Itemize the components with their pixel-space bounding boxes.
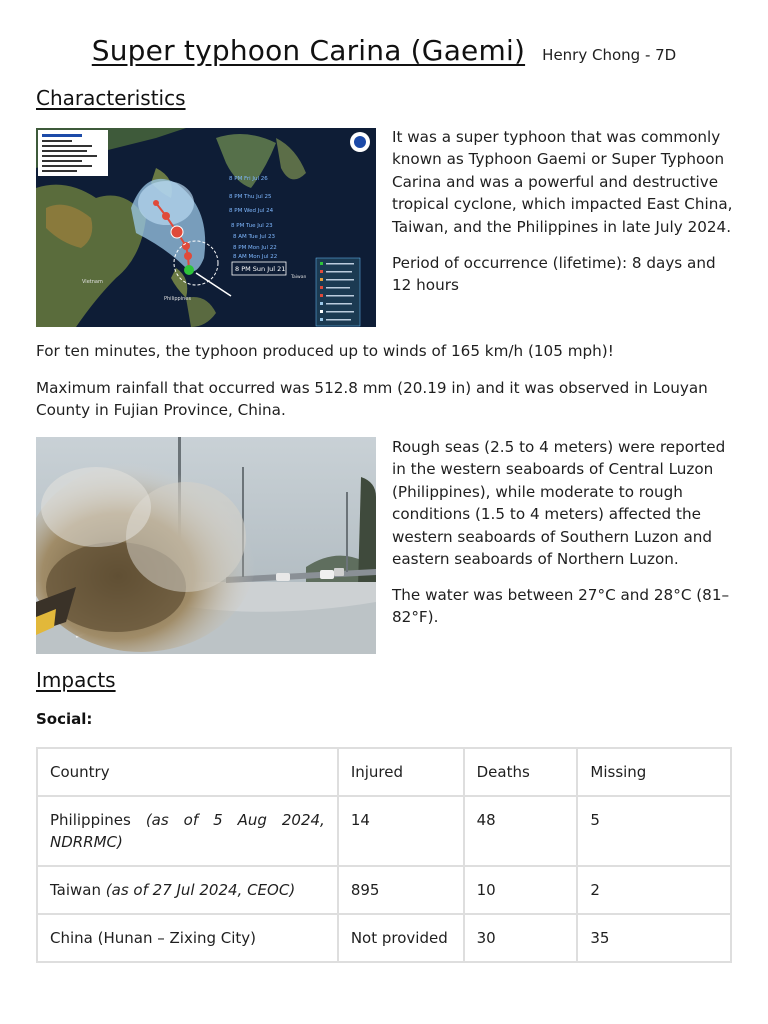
page-title: Super typhoon Carina (Gaemi) [91, 34, 526, 67]
deaths-cell: 30 [464, 914, 578, 962]
typhoon-track-map [36, 128, 376, 327]
title-row [0, 34, 768, 67]
country-cell [37, 796, 338, 866]
map-label: Vietnam [82, 279, 103, 285]
country-cell [37, 914, 338, 962]
storm-surge-photo [36, 437, 376, 654]
missing-cell: 5 [577, 796, 731, 866]
impacts-table [36, 747, 732, 963]
map-label: 8 PM Tue Jul 23 [231, 223, 273, 229]
impacts-heading: Impacts [36, 668, 116, 692]
map-label: 8 PM Fri Jul 26 [229, 176, 268, 182]
map-label: 8 PM Wed Jul 24 [229, 208, 274, 214]
table-header-cell: Deaths [464, 748, 578, 796]
injured-cell: Not provided [338, 914, 464, 962]
deaths-cell: 48 [464, 796, 578, 866]
winds-paragraph: For ten minutes, the typhoon produced up to winds of 165 km/h (105 mph)! [36, 342, 614, 360]
table-header-cell: Injured [338, 748, 464, 796]
country-name: Taiwan [50, 881, 102, 899]
intro-paragraph: It was a super typhoon that was commonly known as Typhoon Gaemi or Super Typhoon Carina and was a powerful and destructive tropical cyclone, which impacted East China, Taiwan, and the Philippines in late July 2024. [392, 128, 733, 236]
missing-cell: 35 [577, 914, 731, 962]
map-label: Taiwan [291, 275, 307, 280]
author-label: Henry Chong - 7D [542, 46, 677, 64]
country-name: China (Hunan – Zixing City) [50, 929, 257, 947]
map-label: 8 PM Mon Jul 22 [233, 245, 277, 251]
seas-paragraph: Rough seas (2.5 to 4 meters) were reported in the western seaboards of Central Luzon (Philippines), while moderate to rough conditions (1.5 to 4 meters) affected the western seaboards of Southern Luzon and eastern seaboards of Northern Luzon. [392, 438, 726, 569]
injured-cell: 14 [338, 796, 464, 866]
deaths-cell: 10 [464, 866, 578, 914]
country-cell [37, 866, 338, 914]
table-row [37, 796, 731, 866]
country-name: Philippines [50, 811, 131, 829]
source-note: (as of 27 Jul 2024, CEOC) [105, 881, 296, 899]
table-header-cell: Missing [577, 748, 731, 796]
map-label: 8 PM Thu Jul 25 [229, 194, 272, 200]
social-label: Social: [36, 710, 93, 728]
table-header-cell: Country [37, 748, 338, 796]
period-paragraph: Period of occurrence (lifetime): 8 days and 12 hours [392, 254, 716, 295]
map-label: 8 AM Tue Jul 23 [233, 234, 276, 240]
map-label: 8 AM Mon Jul 22 [233, 254, 278, 260]
rainfall-paragraph: Maximum rainfall that occurred was 512.8 mm (20.19 in) and it was observed in Louyan County in Fujian Province, China. [36, 379, 708, 420]
table-row [37, 914, 731, 962]
map-label: 8 PM Sun Jul 21 [235, 265, 286, 273]
source-note: (as of 5 Aug 2024, NDRRMC) [50, 811, 325, 851]
table-row [37, 866, 731, 914]
map-label: Philippines [164, 296, 191, 302]
characteristics-heading: Characteristics [36, 86, 186, 110]
water-temp-paragraph: The water was between 27°C and 28°C (81–82°F). [392, 586, 730, 627]
table-header-row [37, 748, 731, 796]
missing-cell: 2 [577, 866, 731, 914]
injured-cell: 895 [338, 866, 464, 914]
